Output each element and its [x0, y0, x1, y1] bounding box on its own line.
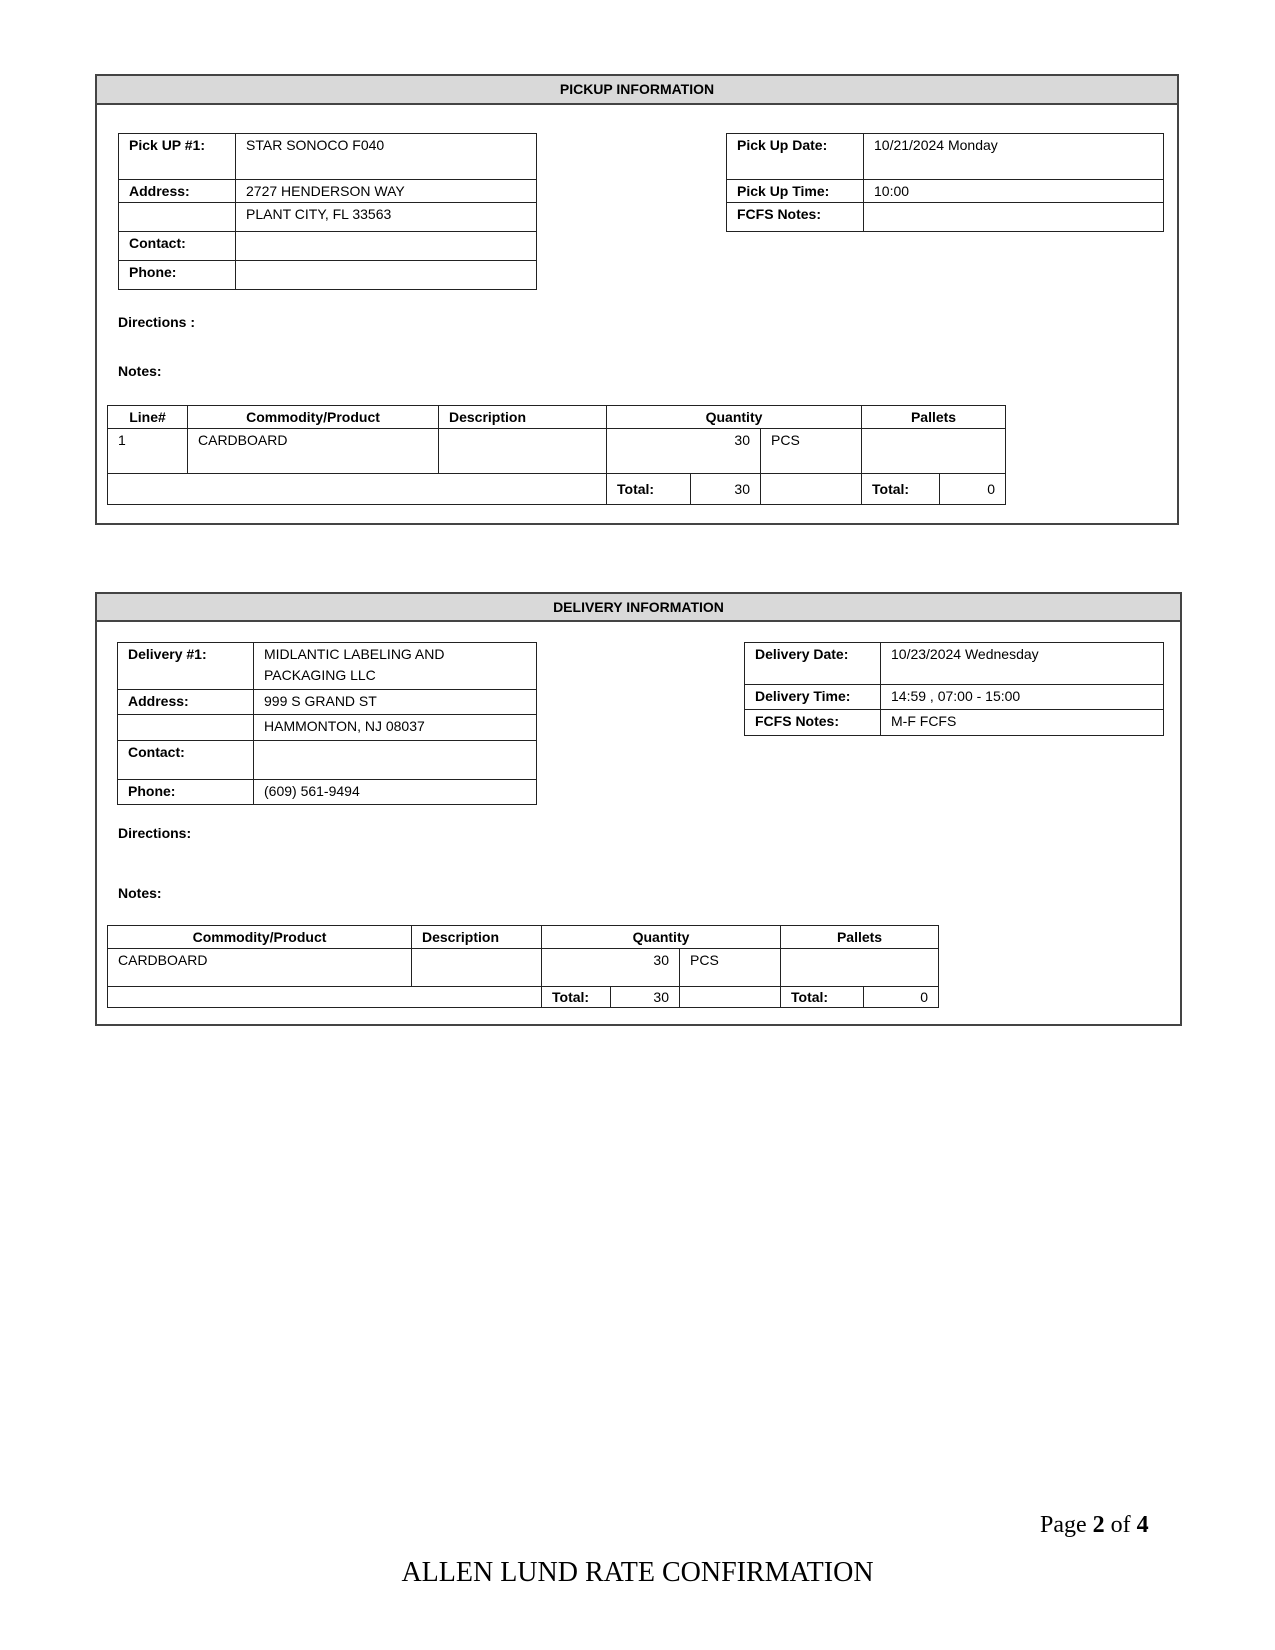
- delivery-directions-label: Directions:: [118, 825, 192, 841]
- pickup-col-description: Description: [439, 406, 607, 429]
- delivery-date-label: Delivery Date:: [745, 643, 881, 685]
- delivery-total-spacer: [108, 987, 542, 1008]
- delivery-row-qty: 30: [542, 949, 680, 987]
- delivery-col-pallets: Pallets: [781, 926, 939, 949]
- pickup-row-unit: PCS: [761, 429, 862, 474]
- pickup-phone-label: Phone:: [119, 261, 236, 290]
- pickup-row-line: 1: [108, 429, 188, 474]
- delivery-items-table: [107, 925, 939, 1008]
- pickup-panel-header: PICKUP INFORMATION: [97, 76, 1177, 105]
- pickup-fcfs-value: [864, 203, 1164, 232]
- delivery-address-blank: [118, 715, 254, 741]
- pickup-total-spacer: [108, 474, 607, 505]
- delivery-col-quantity: Quantity: [542, 926, 781, 949]
- pickup-qty-total: 30: [691, 474, 761, 505]
- document-title: ALLEN LUND RATE CONFIRMATION: [401, 1557, 874, 1588]
- delivery-row-pallets: [781, 949, 939, 987]
- delivery-name-line2: PACKAGING LLC: [264, 667, 376, 683]
- pickup-row-description: [439, 429, 607, 474]
- delivery-panel-header: DELIVERY INFORMATION: [97, 594, 1180, 622]
- delivery-contact-value: [254, 741, 537, 780]
- delivery-name-line1: MIDLANTIC LABELING AND: [264, 646, 445, 662]
- pickup-pallet-total: 0: [940, 474, 1006, 505]
- delivery-pallet-total: 0: [864, 987, 939, 1008]
- pickup-phone-value: [236, 261, 537, 290]
- delivery-number-value: [254, 643, 537, 690]
- pickup-time-value: 10:00: [864, 180, 1164, 203]
- pickup-address-blank: [119, 203, 236, 232]
- pickup-contact-label: Contact:: [119, 232, 236, 261]
- page-number: [1040, 1512, 1149, 1539]
- delivery-fcfs-value: M-F FCFS: [881, 710, 1164, 736]
- pickup-address-line2: PLANT CITY, FL 33563: [236, 203, 537, 232]
- pickup-col-commodity: Commodity/Product: [188, 406, 439, 429]
- delivery-row-description: [412, 949, 542, 987]
- pickup-address-line1: 2727 HENDERSON WAY: [236, 180, 537, 203]
- delivery-phone-label: Phone:: [118, 780, 254, 805]
- pickup-contact-value: [236, 232, 537, 261]
- delivery-phone-value: (609) 561-9494: [254, 780, 537, 805]
- pickup-notes-label: Notes:: [118, 363, 162, 379]
- delivery-location-table: [117, 642, 537, 805]
- delivery-fcfs-label: FCFS Notes:: [745, 710, 881, 736]
- delivery-qty-total-label: Total:: [542, 987, 611, 1008]
- page-current: 2: [1092, 1512, 1105, 1538]
- page-total: 4: [1136, 1512, 1149, 1538]
- pickup-pallet-total-label: Total:: [862, 474, 940, 505]
- pickup-date-value: 10/21/2024 Monday: [864, 134, 1164, 180]
- delivery-notes-label: Notes:: [118, 885, 162, 901]
- pickup-number-label: Pick UP #1:: [119, 134, 236, 180]
- delivery-contact-label: Contact:: [118, 741, 254, 780]
- pickup-items-table: [107, 405, 1006, 505]
- pickup-date-label: Pick Up Date:: [727, 134, 864, 180]
- pickup-unit-total-blank: [761, 474, 862, 505]
- pickup-time-label: Pick Up Time:: [727, 180, 864, 203]
- delivery-address-line2: HAMMONTON, NJ 08037: [254, 715, 537, 741]
- delivery-col-commodity: Commodity/Product: [108, 926, 412, 949]
- pickup-col-line: Line#: [108, 406, 188, 429]
- pickup-row-commodity: CARDBOARD: [188, 429, 439, 474]
- delivery-col-description: Description: [412, 926, 542, 949]
- delivery-address-line1: 999 S GRAND ST: [254, 690, 537, 715]
- pickup-row-qty: 30: [607, 429, 761, 474]
- pickup-qty-total-label: Total:: [607, 474, 691, 505]
- pickup-col-quantity: Quantity: [607, 406, 862, 429]
- pickup-directions-label: Directions :: [118, 314, 196, 330]
- delivery-pallet-total-label: Total:: [781, 987, 864, 1008]
- table-row: [108, 949, 939, 987]
- pickup-row-pallets: [862, 429, 1006, 474]
- delivery-qty-total: 30: [611, 987, 680, 1008]
- delivery-row-unit: PCS: [680, 949, 781, 987]
- page-word: Page: [1040, 1512, 1087, 1538]
- pickup-col-pallets: Pallets: [862, 406, 1006, 429]
- delivery-schedule-table: [744, 642, 1164, 736]
- delivery-row-commodity: CARDBOARD: [108, 949, 412, 987]
- delivery-time-value: 14:59 , 07:00 - 15:00: [881, 685, 1164, 710]
- pickup-location-table: [118, 133, 537, 290]
- page-of: of: [1110, 1512, 1131, 1538]
- pickup-schedule-table: [726, 133, 1164, 232]
- pickup-address-label: Address:: [119, 180, 236, 203]
- delivery-address-label: Address:: [118, 690, 254, 715]
- pickup-fcfs-label: FCFS Notes:: [727, 203, 864, 232]
- delivery-unit-total-blank: [680, 987, 781, 1008]
- pickup-number-value: STAR SONOCO F040: [236, 134, 537, 180]
- delivery-date-value: 10/23/2024 Wednesday: [881, 643, 1164, 685]
- delivery-time-label: Delivery Time:: [745, 685, 881, 710]
- table-row: [108, 429, 1006, 474]
- delivery-number-label: Delivery #1:: [118, 643, 254, 690]
